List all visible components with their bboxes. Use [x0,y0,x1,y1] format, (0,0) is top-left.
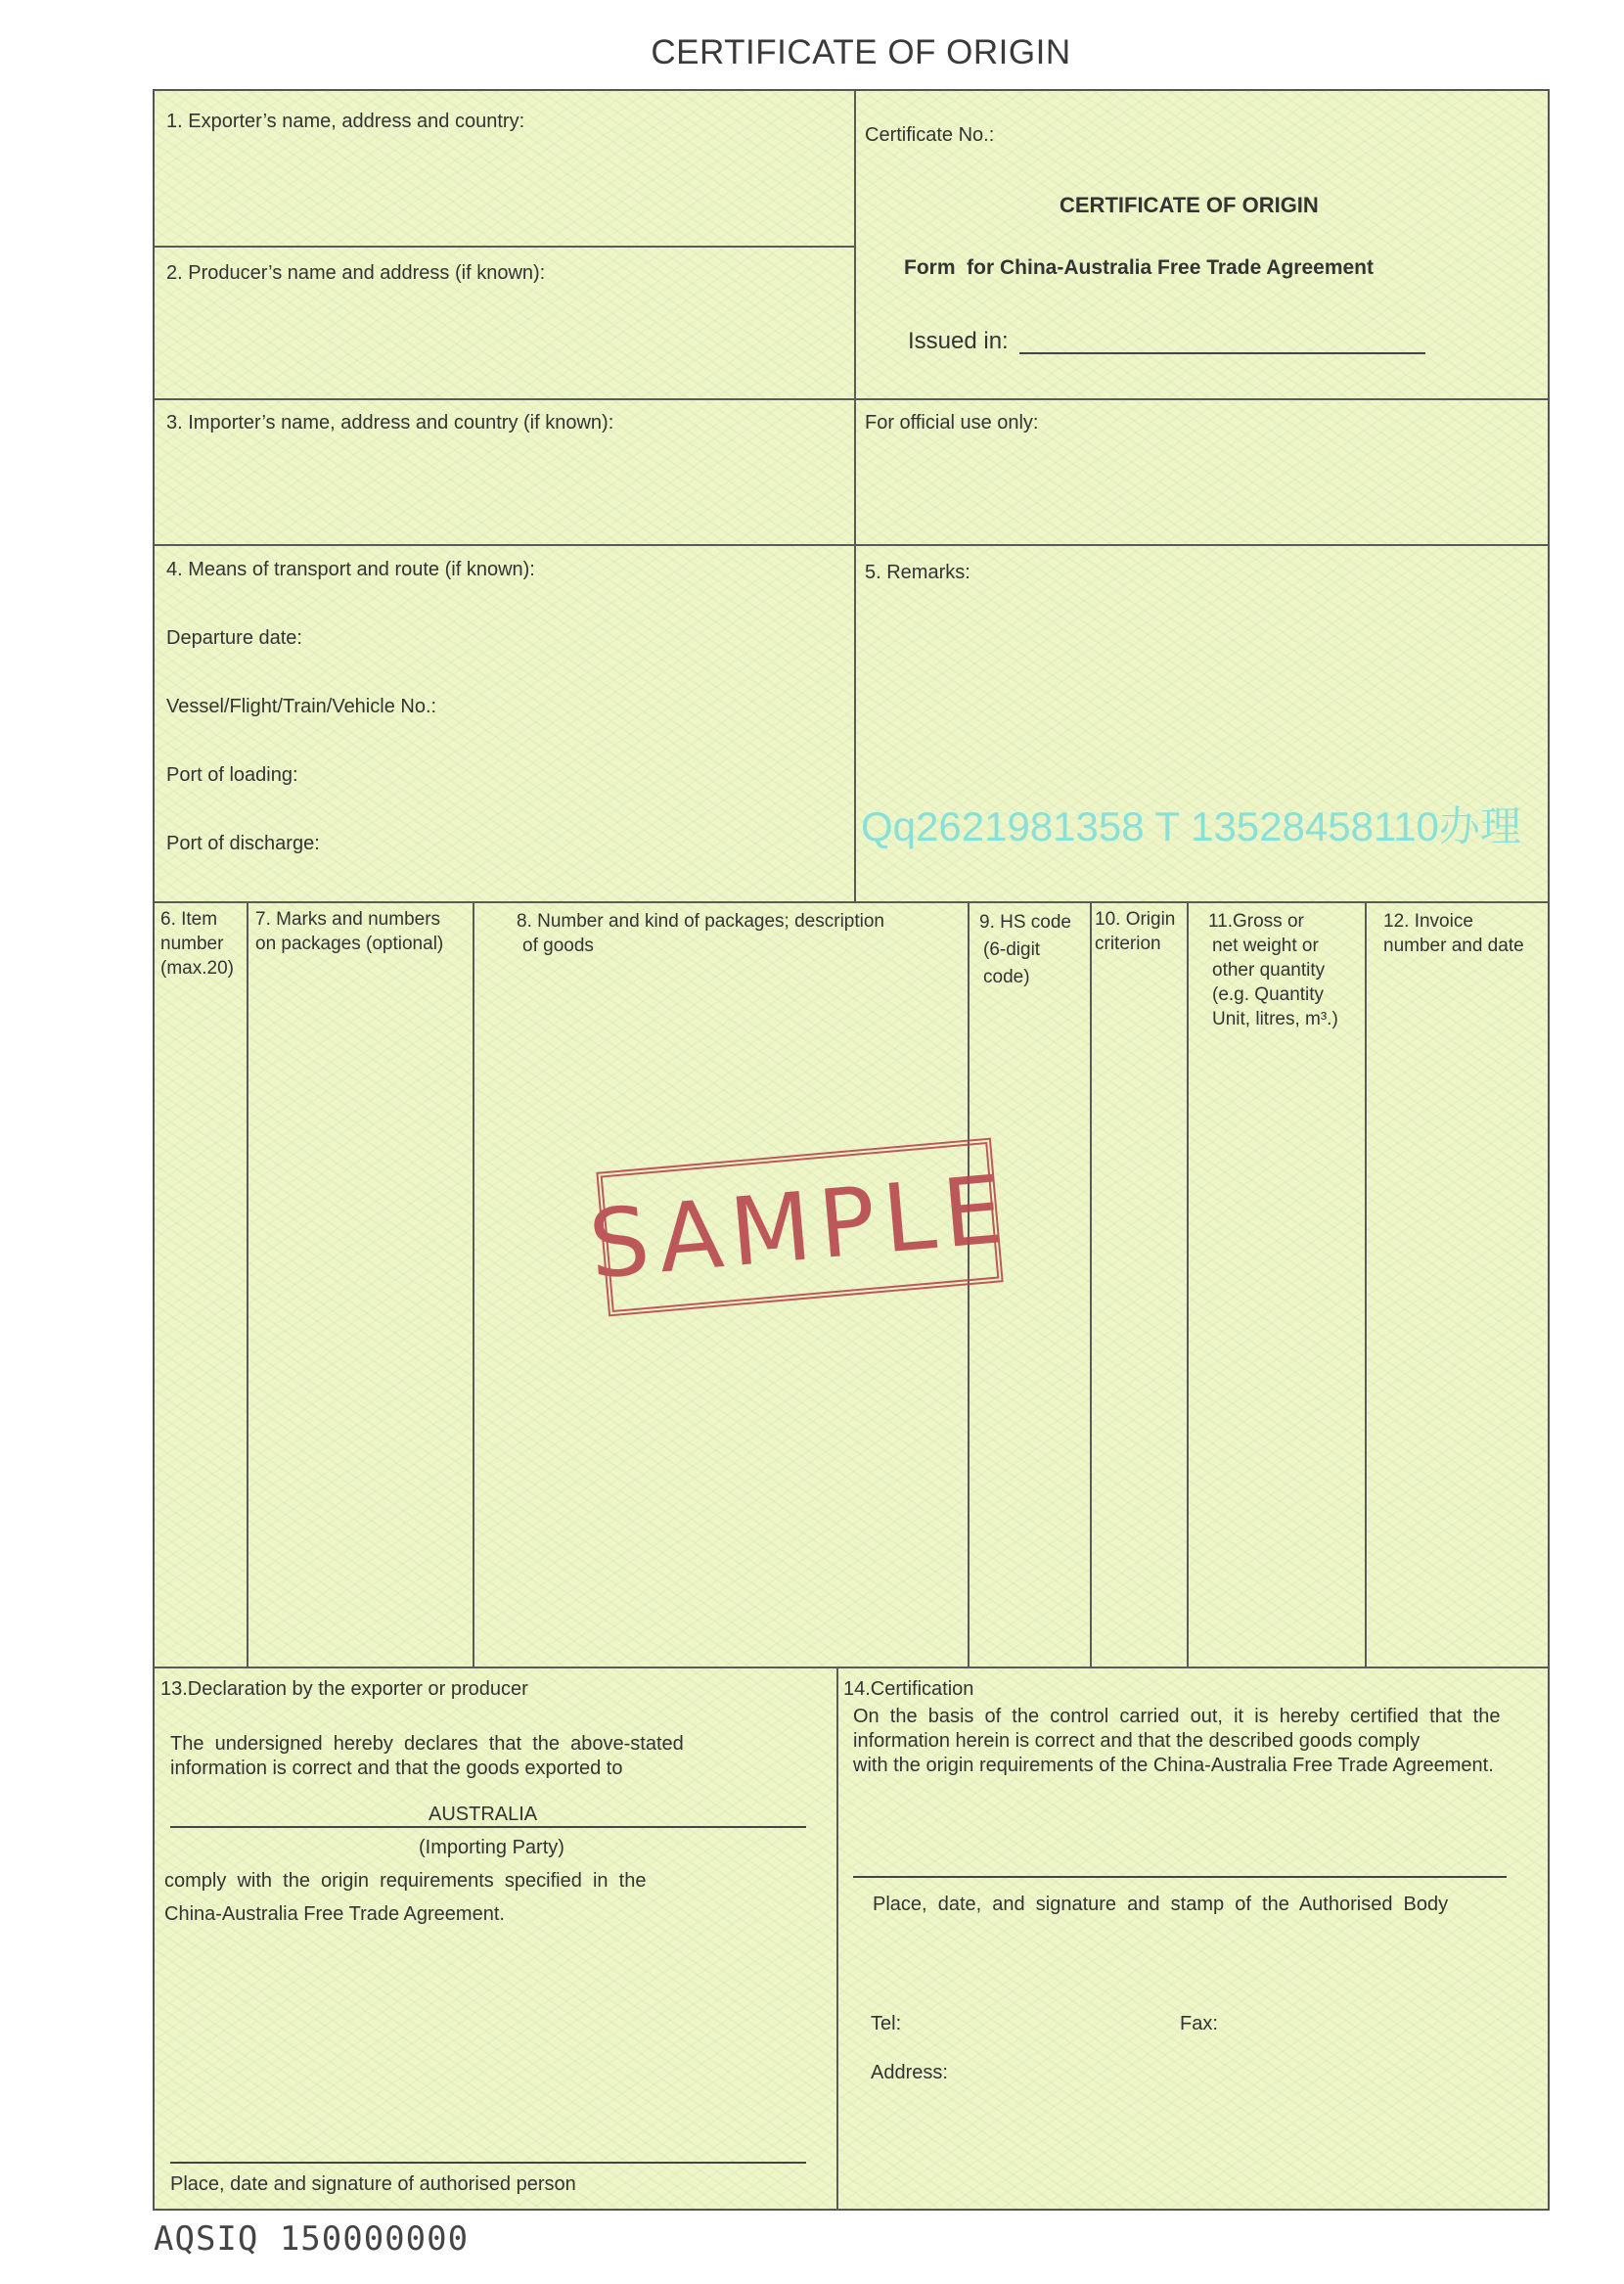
header-line: number and date [1383,936,1524,956]
watermark-text: Qq2621981358 T 13528458110办理 [861,803,1521,849]
col-description-header [517,909,884,958]
comply-text-1: comply with the origin requirements specified in the [164,1870,647,1892]
header-line: number [160,934,224,954]
certification-text-1: On the basis of the control carried out, it is hereby certified that the [853,1706,1501,1727]
certification-label: 14.Certification [843,1678,974,1700]
divider [155,901,1548,903]
header-line: on packages (optional) [255,934,444,954]
form-prefix: Form [904,256,956,279]
divider [836,1667,838,2211]
departure-date-label: Departure date: [166,627,302,649]
divider [854,91,856,903]
country-underline [170,1826,806,1828]
importing-country: AUSTRALIA [429,1804,538,1825]
header-line: (max.20) [160,958,234,979]
fax-label: Fax: [1180,2013,1218,2034]
header-line: (e.g. Quantity [1212,984,1325,1005]
exporter-label: 1. Exporter’s name, address and country: [166,111,525,132]
importer-label: 3. Importer’s name, address and country (if known): [166,412,614,434]
header-line: (6-digit [983,939,1041,960]
header-line: 11.Gross or [1208,911,1304,932]
divider [247,901,248,1667]
header-line: 12. Invoice [1383,911,1473,932]
declaration-label: 13.Declaration by the exporter or producer [160,1678,528,1700]
exporter-signature-line [170,2162,806,2164]
importing-party-caption: (Importing Party) [419,1837,564,1858]
comply-text-2: China-Australia Free Trade Agreement. [164,1903,505,1925]
issued-in-label: Issued in: [908,328,1009,354]
col-origin-criterion-header [1095,907,1175,956]
header-line: of goods [522,936,594,956]
divider [1187,901,1189,1667]
sample-stamp: SAMPLE [596,1138,1003,1317]
header-line: 10. Origin [1095,909,1176,930]
certification-text-3: with the origin requirements of the China-Australia Free Trade Agreement. [853,1755,1494,1776]
divider [155,246,855,248]
declaration-text-2: information is correct and that the goods exported to [170,1758,623,1779]
document-title: CERTIFICATE OF ORIGIN [651,33,1071,71]
tel-label: Tel: [871,2013,902,2034]
divider [473,901,474,1667]
divider [155,1667,1548,1668]
address-label: Address: [871,2062,948,2083]
col-hs-code-header [979,909,1071,991]
port-loading-label: Port of loading: [166,764,298,786]
col-marks-header [255,907,443,956]
form-title: CERTIFICATE OF ORIGIN [1060,193,1319,217]
form-agreement: for China-Australia Free Trade Agreement [967,256,1374,279]
divider [155,544,1548,546]
col-weight-header [1208,909,1338,1031]
certification-text-2: information herein is correct and that the described goods comply [853,1730,1421,1752]
header-line: 8. Number and kind of packages; description [517,911,884,932]
certificate-no-label: Certificate No.: [865,124,995,146]
form-subtitle [904,255,1374,281]
transport-label: 4. Means of transport and route (if known): [166,559,535,580]
header-line: 7. Marks and numbers [255,909,441,930]
authority-signature-line [853,1876,1507,1878]
authority-signature-caption: Place, date, and signature and stamp of the Authorised Body [873,1894,1449,1915]
header-line: Unit, litres, m³.) [1212,1009,1338,1029]
header-line: code) [983,967,1030,987]
header-line: 9. HS code [979,912,1071,933]
declaration-text-1: The undersigned hereby declares that the above-stated [170,1733,684,1755]
aqsiq-code: AQSIQ 150000000 [154,2219,470,2259]
divider [155,398,1548,400]
col-item-number-header [160,907,234,981]
official-use-label: For official use only: [865,412,1039,434]
vessel-label: Vessel/Flight/Train/Vehicle No.: [166,696,437,717]
remarks-label: 5. Remarks: [865,562,970,583]
divider [1090,901,1092,1667]
port-discharge-label: Port of discharge: [166,833,320,854]
issued-in-underline [1019,352,1425,354]
header-line: criterion [1095,934,1161,954]
header-line: other quantity [1212,960,1326,981]
header-line: net weight or [1212,936,1319,956]
divider [1365,901,1367,1667]
exporter-signature-caption: Place, date and signature of authorised person [170,2173,576,2195]
col-invoice-header [1383,909,1524,958]
header-line: 6. Item [160,909,218,930]
producer-label: 2. Producer’s name and address (if known): [166,262,546,284]
